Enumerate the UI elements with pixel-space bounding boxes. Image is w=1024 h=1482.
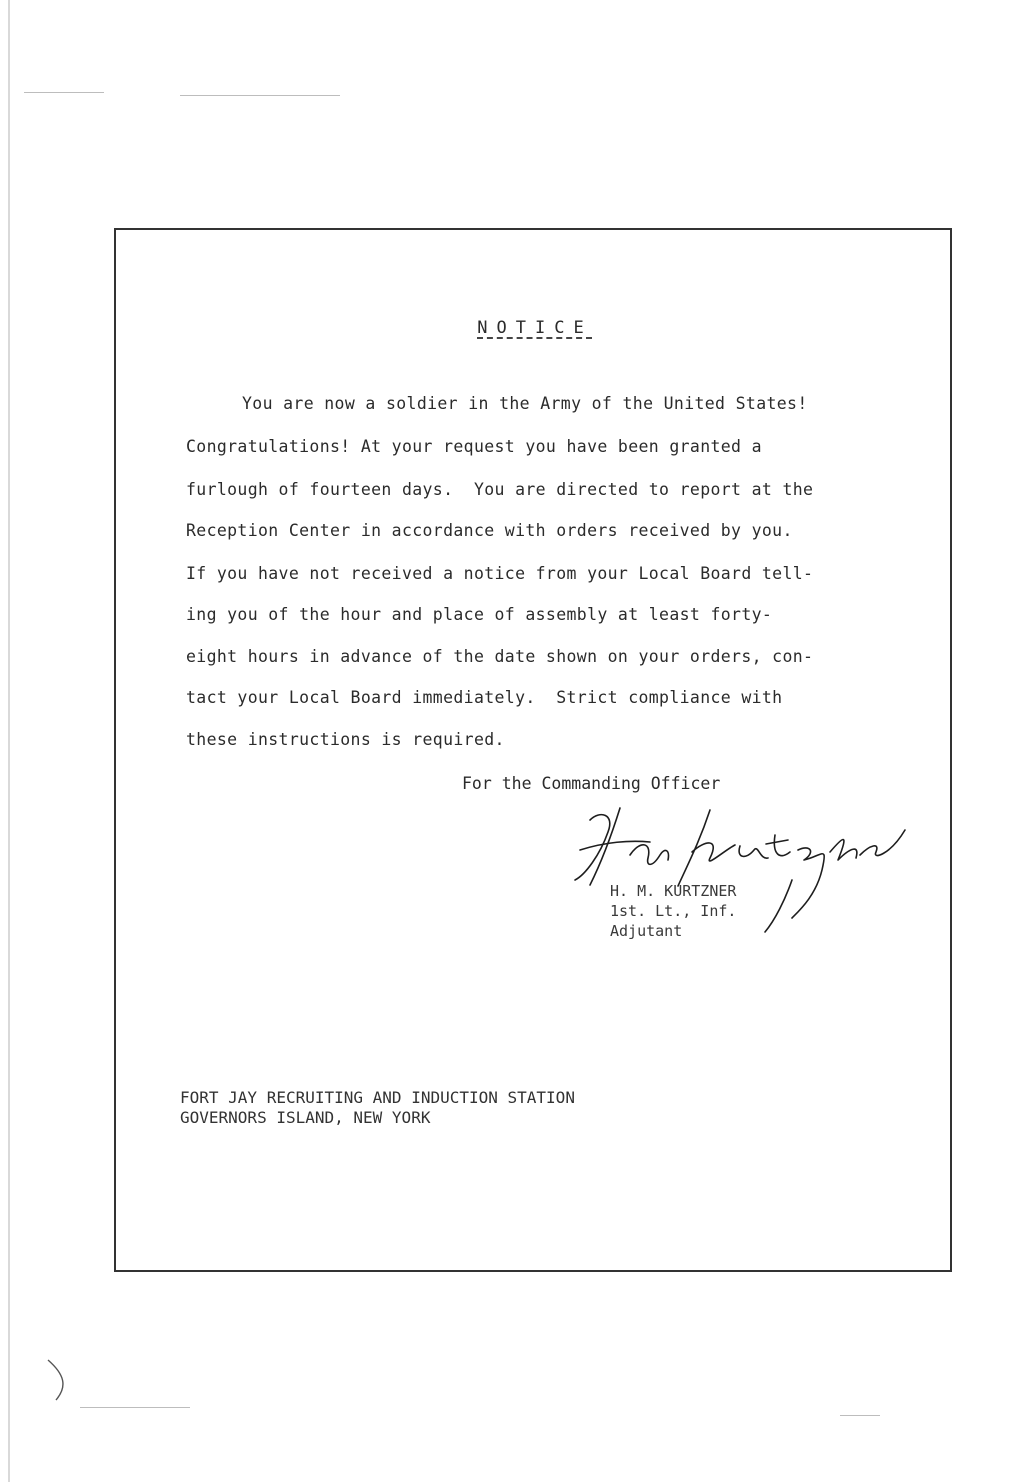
- body-line: furlough of fourteen days. You are directed to report at the: [186, 480, 814, 499]
- body-line: eight hours in advance of the date shown on your orders, con-: [186, 647, 814, 666]
- scan-edge: [8, 0, 10, 1482]
- signatory-rank: 1st. Lt., Inf.: [610, 902, 737, 920]
- station-name: FORT JAY RECRUITING AND INDUCTION STATION: [180, 1088, 575, 1107]
- body-line: tact your Local Board immediately. Strict compliance with: [186, 688, 783, 707]
- scan-artifact: [840, 1415, 880, 1416]
- notice-title: NOTICE: [477, 318, 593, 338]
- body-line: Reception Center in accordance with orders received by you.: [186, 521, 793, 540]
- signatory-name: H. M. KURTZNER: [610, 882, 737, 900]
- body-line: If you have not received a notice from your Local Board tell-: [186, 564, 814, 583]
- scan-artifact: [24, 92, 104, 93]
- scan-artifact: [180, 95, 340, 96]
- body-line: ing you of the hour and place of assembly at least forty-: [186, 605, 773, 624]
- station-location: GOVERNORS ISLAND, NEW YORK: [180, 1108, 431, 1127]
- signatory-title: Adjutant: [610, 922, 683, 940]
- scan-artifact: [80, 1407, 190, 1408]
- body-line: You are now a soldier in the Army of the United States!: [242, 394, 808, 413]
- body-line: these instructions is required.: [186, 730, 505, 749]
- closing-line: For the Commanding Officer: [462, 774, 721, 793]
- body-line: Congratulations! At your request you have been granted a: [186, 437, 762, 456]
- scan-artifact: [34, 1356, 74, 1406]
